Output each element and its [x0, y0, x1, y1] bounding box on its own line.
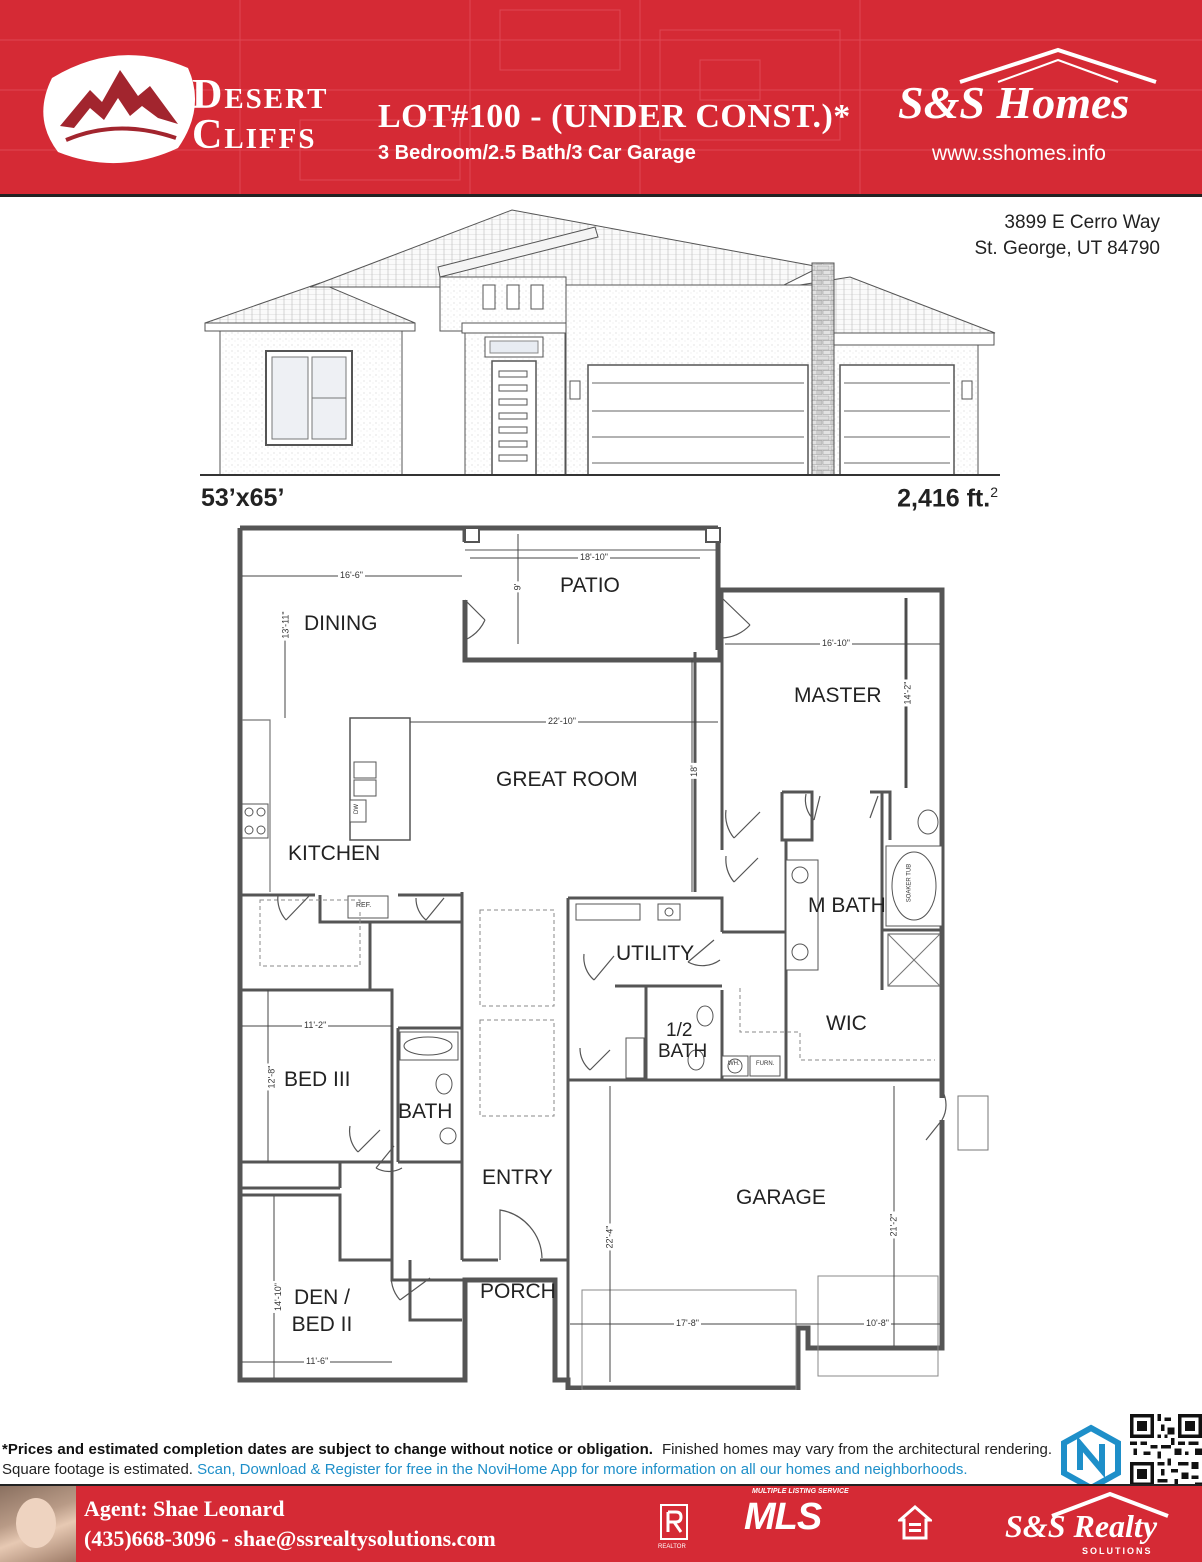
room-master-bath: M BATH: [808, 894, 886, 917]
dim-bed3-height: 12'-8": [266, 1065, 277, 1089]
lot-title: LOT#100 - (UNDER CONST.)*: [378, 98, 851, 135]
lot-subtitle: 3 Bedroom/2.5 Bath/3 Car Garage: [378, 142, 696, 164]
disclaimer-bold: *Prices and estimated completion dates are subject to change without notice or obligation.: [2, 1441, 653, 1458]
room-bath: BATH: [398, 1100, 453, 1123]
den-line2: BED II: [291, 1313, 353, 1336]
room-utility: UTILITY: [616, 942, 695, 965]
dim-master-width: 16'-10": [822, 638, 850, 648]
disclaimer: [2, 1440, 1052, 1480]
header-banner: [0, 0, 1202, 196]
agent-name: Agent: Shae Leonard: [84, 1496, 285, 1521]
brand-desert: Desert: [192, 72, 329, 118]
room-garage: GARAGE: [736, 1186, 826, 1209]
mls-caption: MULTIPLE LISTING SERVICE: [752, 1488, 849, 1495]
footer-banner: [0, 1486, 1202, 1562]
dim-bed3-width: 11'-2": [304, 1020, 327, 1030]
area-value: 2,416 ft.: [897, 484, 991, 513]
address-line2: St. George, UT 84790: [974, 238, 1160, 259]
mls-logo: MLS: [744, 1496, 822, 1538]
ss-homes-logo: S&S Homes: [898, 77, 1130, 128]
novihome-logo-icon[interactable]: [1058, 1424, 1124, 1490]
room-wic: WIC: [826, 1012, 867, 1035]
lot-size: 53’x65’: [201, 484, 285, 512]
ss-realty-subtitle: SOLUTIONS: [1082, 1546, 1153, 1556]
address-line1: 3899 E Cerro Way: [1004, 212, 1160, 233]
floor-plan: [230, 520, 990, 1390]
equal-housing-icon: [898, 1504, 932, 1542]
dim-den-width: 11'-6": [306, 1356, 329, 1366]
dim-master-height: 14'-2": [902, 681, 913, 705]
room-patio: PATIO: [560, 574, 620, 597]
room-kitchen: KITCHEN: [288, 842, 381, 865]
room-dining: DINING: [304, 612, 378, 635]
realtor-icon: [660, 1504, 688, 1540]
fixture-furnace: FURN.: [756, 1061, 775, 1067]
property-address: [974, 210, 1160, 262]
fixture-soaker-tub: SOAKER TUB: [906, 863, 913, 903]
room-half-bath-label: BATH: [658, 1041, 708, 1062]
brand-cliffs: Cliffs: [192, 112, 317, 158]
builder-url[interactable]: www.sshomes.info: [932, 142, 1106, 165]
realtor-label: REALTOR: [658, 1544, 686, 1550]
room-master: MASTER: [794, 684, 882, 707]
agent-avatar: [0, 1486, 76, 1562]
room-entry: ENTRY: [482, 1166, 553, 1189]
dim-dining-height: 13'-11": [280, 611, 291, 639]
square-footage: [897, 484, 998, 513]
den-line1: DEN /: [293, 1286, 350, 1309]
room-porch: PORCH: [480, 1280, 556, 1303]
dim-patio-height: 9': [512, 583, 523, 591]
qr-code-icon[interactable]: [1130, 1414, 1202, 1486]
dim-patio-width: 18'-10": [580, 552, 608, 562]
agent-contact[interactable]: (435)668-3096 - shae@ssrealtysolutions.com: [84, 1526, 496, 1551]
room-bed-3: BED III: [284, 1068, 351, 1091]
area-unit: 2: [990, 484, 998, 500]
fixture-water-heater: WH.: [728, 1061, 740, 1067]
fixture-dishwasher: DW: [354, 804, 360, 814]
room-great-room: GREAT ROOM: [496, 768, 638, 791]
fixture-ref: REF.: [356, 902, 372, 909]
disclaimer-text: Finished homes may vary from the architectural rendering. Square footage is estimated.: [2, 1441, 1053, 1478]
header-divider: [0, 194, 1202, 197]
dim-dining-width: 16'-6": [340, 570, 363, 580]
dim-garage-height-1: 22'-4": [604, 1225, 615, 1249]
dim-garage-height-2: 21'-2": [888, 1213, 899, 1237]
dim-great-height: 18': [688, 765, 699, 777]
room-den-bed-2: [288, 1284, 356, 1338]
half-bath-line1: 1/2: [666, 1020, 693, 1041]
front-elevation-drawing: [200, 205, 1000, 480]
novihome-app-link[interactable]: Scan, Download & Register for free in the NoviHome App for more information on all our homes and neighborhoods.: [197, 1461, 968, 1478]
dim-den-height: 14'-10": [272, 1283, 283, 1311]
desert-cliffs-logo: [38, 48, 198, 166]
ss-realty-logo: S&S Realty: [1005, 1508, 1158, 1544]
dim-great-width: 22'-10": [548, 716, 576, 726]
floor-plan-walls: [230, 520, 990, 1390]
dim-garage-width-1: 17'-8": [676, 1318, 699, 1328]
dim-garage-width-2: 10'-8": [866, 1318, 889, 1328]
